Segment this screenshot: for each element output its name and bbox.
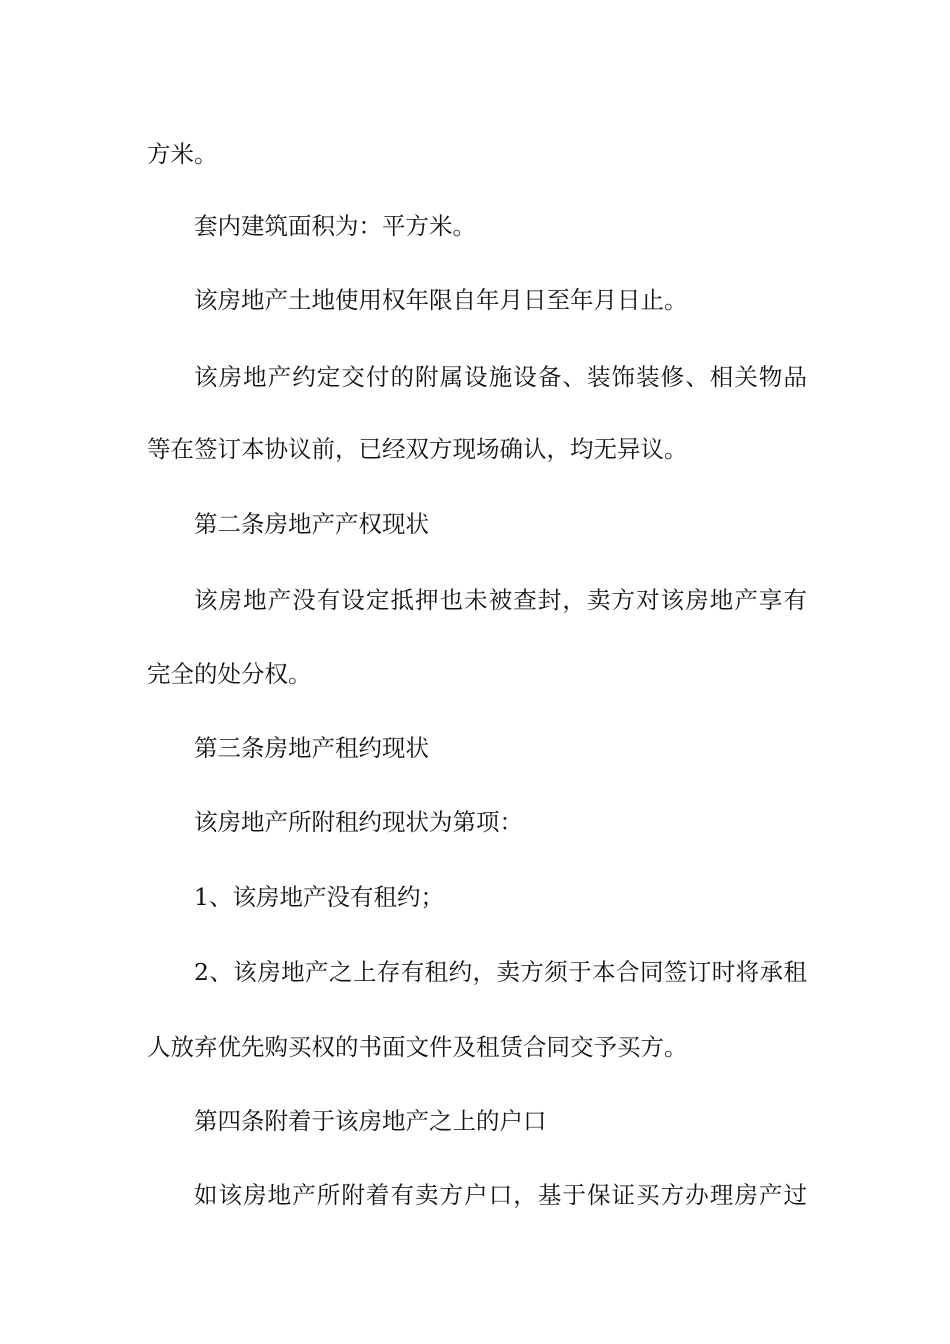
- text-line-4: 该房地产约定交付的附属设施设备、装饰装修、相关物品: [194, 363, 807, 391]
- section-heading-3: 第三条房地产租约现状: [194, 734, 429, 762]
- section-heading-2: 第二条房地产产权现状: [194, 510, 429, 538]
- list-item-2: 2、该房地产之上存有租约，卖方须于本合同签订时将承租: [194, 958, 807, 986]
- text-line-8: 完全的处分权。: [147, 660, 312, 688]
- text-line-3: 该房地产土地使用权年限自年月日至年月日止。: [194, 286, 688, 314]
- text-line-10: 该房地产所附租约现状为第项：: [194, 808, 523, 836]
- text-line-1: 方米。: [147, 140, 218, 168]
- section-heading-4: 第四条附着于该房地产之上的户口: [194, 1107, 547, 1135]
- text-line-13: 人放弃优先购买权的书面文件及租赁合同交予买方。: [147, 1033, 688, 1061]
- text-line-2: 套内建筑面积为：平方米。: [194, 212, 476, 240]
- text-line-15: 如该房地产所附着有卖方户口，基于保证买方办理房产过: [194, 1181, 807, 1209]
- list-item-1: 1、该房地产没有租约；: [194, 883, 444, 911]
- text-line-7: 该房地产没有设定抵押也未被查封，卖方对该房地产享有: [194, 586, 807, 614]
- text-line-5: 等在签订本协议前，已经双方现场确认，均无异议。: [147, 435, 688, 463]
